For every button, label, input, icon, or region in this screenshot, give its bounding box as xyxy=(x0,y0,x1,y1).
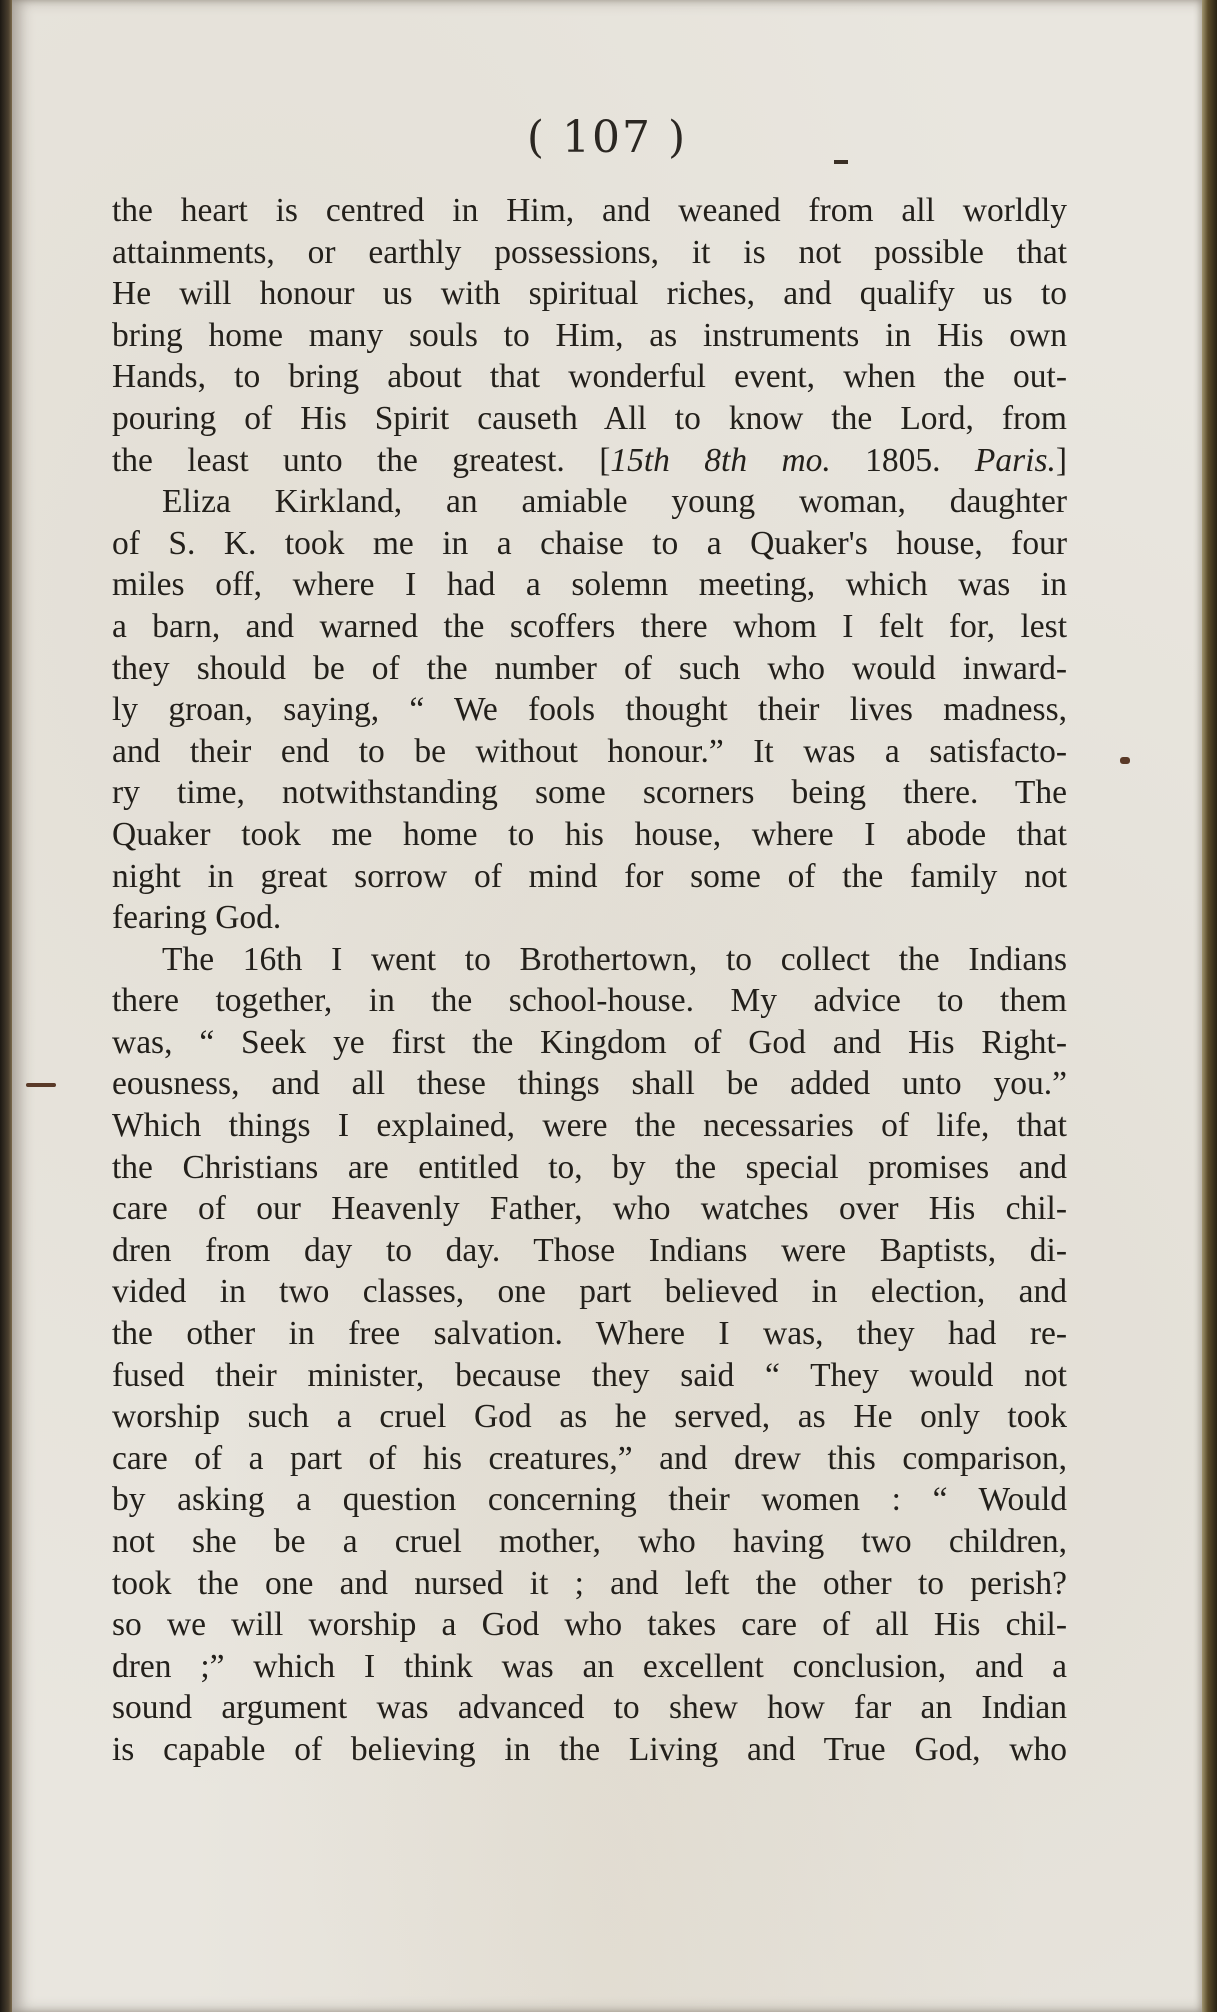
text-line xyxy=(112,1063,1067,1105)
text-line xyxy=(112,1313,1067,1355)
text-line xyxy=(112,648,1067,690)
text-line-content: there together, in the school-house. My advice to them xyxy=(112,982,1067,1020)
ink-dash-top xyxy=(834,160,848,164)
text-line-content: miles off, where I had a solemn meeting, which was in xyxy=(112,566,1067,604)
text-line xyxy=(112,980,1067,1022)
body-text xyxy=(112,190,1067,1771)
text-line xyxy=(112,190,1067,232)
text-line-content: the other in free salvation. Where I was, they had re- xyxy=(112,1315,1067,1353)
text-line xyxy=(112,315,1067,357)
text-line-content: was, “ Seek ye first the Kingdom of God and His Right- xyxy=(112,1023,1067,1061)
text-line xyxy=(112,1729,1067,1771)
book-binding-left xyxy=(0,0,12,2012)
text-line-content: they should be of the number of such who would inward- xyxy=(112,649,1067,687)
text-line xyxy=(112,1230,1067,1272)
text-line-content: care of a part of his creatures,” and drew this comparison, xyxy=(112,1439,1067,1477)
date-bracket-close: ] xyxy=(1055,441,1068,479)
text-line xyxy=(112,273,1067,315)
text-line-content: dren from day to day. Those Indians were Baptists, di- xyxy=(112,1231,1067,1269)
margin-mark-left xyxy=(26,1083,56,1087)
text-line xyxy=(112,897,1067,939)
date-bracket-open: [ xyxy=(599,441,611,479)
text-line-content: Hands, to bring about that wonderful event, when the out- xyxy=(112,358,1067,396)
text-line xyxy=(112,1188,1067,1230)
margin-mark-right xyxy=(1120,757,1130,764)
text-line-content: Eliza Kirkland, an amiable young woman, daughter xyxy=(162,483,1067,521)
text-line xyxy=(112,856,1067,898)
text-line xyxy=(112,356,1067,398)
text-line-content: night in great sorrow of mind for some of the family not xyxy=(112,857,1067,895)
text-line xyxy=(112,440,1067,482)
date-note-date: 15th 8th mo. xyxy=(610,441,831,479)
text-line-content: attainments, or earthly possessions, it is not possible that xyxy=(112,233,1067,271)
text-line xyxy=(112,606,1067,648)
text-line-content: ry time, notwithstanding some scorners being there. The xyxy=(112,774,1067,812)
text-line xyxy=(112,523,1067,565)
date-note-year: 1805. xyxy=(865,441,941,479)
text-line xyxy=(112,1147,1067,1189)
text-line xyxy=(112,1022,1067,1064)
text-line-content: The 16th I went to Brothertown, to collect the Indians xyxy=(162,940,1067,978)
text-line-content: and their end to be without honour.” It was a satisfacto- xyxy=(112,732,1067,770)
text-line-content: vided in two classes, one part believed in election, and xyxy=(112,1273,1067,1311)
text-line xyxy=(112,481,1067,523)
text-line xyxy=(112,1396,1067,1438)
text-line xyxy=(112,1604,1067,1646)
book-page xyxy=(12,0,1202,2012)
text-line-content: of S. K. took me in a chaise to a Quaker's house, four xyxy=(112,524,1067,562)
text-line xyxy=(112,772,1067,814)
text-line xyxy=(112,1563,1067,1605)
text-line-content: Quaker took me home to his house, where I abode that xyxy=(112,815,1067,853)
date-note-place: Paris. xyxy=(974,441,1056,479)
text-line-content: eousness, and all these things shall be added unto you.” xyxy=(112,1065,1067,1103)
text-line-content: He will honour us with spiritual riches, and qualify us to xyxy=(112,275,1067,313)
text-line-content: dren ;” which I think was an excellent conclusion, and a xyxy=(112,1647,1067,1685)
text-line-content: fearing God. xyxy=(112,899,282,937)
page-number: ( 107 ) xyxy=(526,112,688,163)
text-line-content: Which things I explained, were the necessaries of life, that xyxy=(112,1107,1067,1145)
text-line-content: not she be a cruel mother, who having two children, xyxy=(112,1523,1067,1560)
text-line-content: sound argument was advanced to shew how far an Indian xyxy=(112,1689,1067,1727)
text-line xyxy=(112,814,1067,856)
text-line xyxy=(112,731,1067,773)
text-line xyxy=(112,1438,1067,1480)
text-line xyxy=(112,232,1067,274)
text-line xyxy=(112,1646,1067,1688)
text-line-content: pouring of His Spirit causeth All to know the Lord, from xyxy=(112,399,1067,437)
text-line-content: so we will worship a God who takes care of all His chil- xyxy=(112,1606,1067,1644)
text-line-content: the Christians are entitled to, by the special promises and xyxy=(112,1148,1067,1186)
text-line-content: ly groan, saying, “ We fools thought their lives madness, xyxy=(112,691,1067,729)
text-line xyxy=(112,1271,1067,1313)
text-line-content: took the one and nursed it ; and left the other to perish? xyxy=(112,1564,1067,1602)
text-line-content: care of our Heavenly Father, who watches over His chil- xyxy=(112,1190,1067,1228)
text-line-content: the least unto the greatest. xyxy=(112,441,565,479)
text-line xyxy=(112,1521,1067,1563)
text-line xyxy=(112,939,1067,981)
text-line-content: by asking a question concerning their women : “ Would xyxy=(112,1481,1067,1519)
text-line-content: a barn, and warned the scoffers there whom I felt for, lest xyxy=(112,607,1067,645)
text-line-content: worship such a cruel God as he served, as He only took xyxy=(112,1398,1067,1436)
text-line xyxy=(112,1687,1067,1729)
text-line-content: the heart is centred in Him, and weaned from all worldly xyxy=(112,192,1067,229)
text-line-content: fused their minister, because they said “ They would not xyxy=(112,1356,1067,1394)
page-edge-right xyxy=(1202,0,1217,2012)
text-line xyxy=(112,1355,1067,1397)
date-place-note xyxy=(599,442,1067,479)
text-line xyxy=(112,689,1067,731)
text-line-content: bring home many souls to Him, as instruments in His own xyxy=(112,316,1067,354)
text-line xyxy=(112,564,1067,606)
text-line xyxy=(112,398,1067,440)
text-line xyxy=(112,1479,1067,1521)
text-line-content: is capable of believing in the Living and True God, who xyxy=(112,1730,1067,1768)
text-line xyxy=(112,1105,1067,1147)
